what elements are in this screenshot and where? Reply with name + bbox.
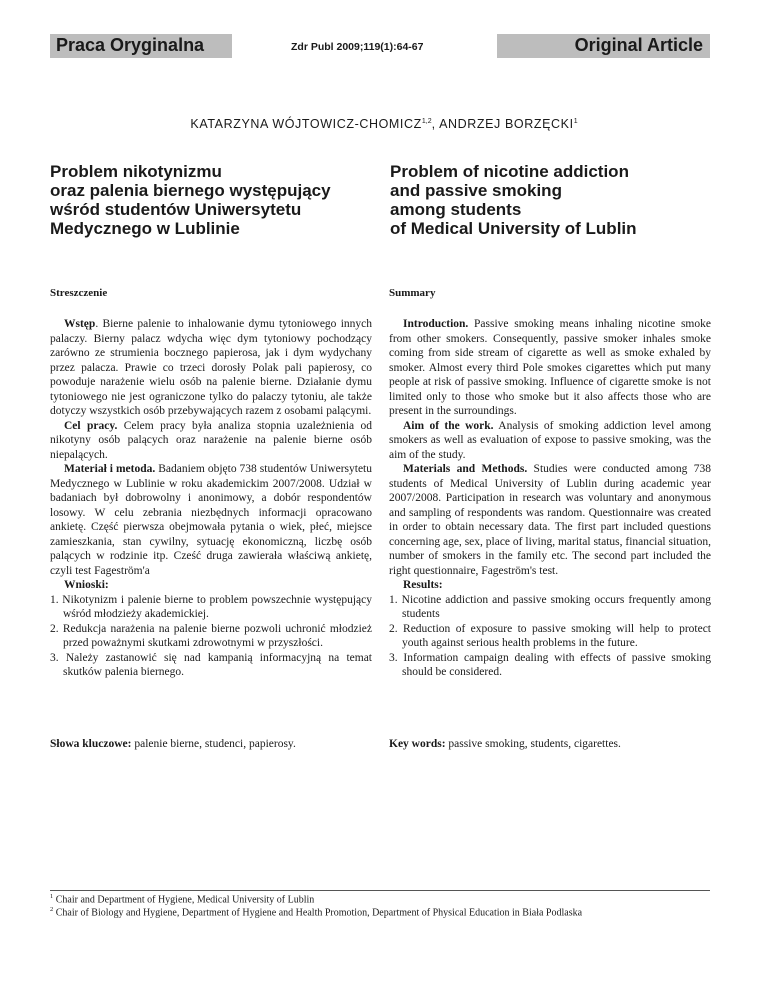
- aim-paragraph: [389, 419, 711, 463]
- author-2-affiliation: 1: [573, 117, 578, 125]
- footnote-mark: 2: [50, 906, 54, 913]
- keywords-label: Słowa kluczowe:: [50, 738, 132, 750]
- title-en-line: Problem of nicotine addiction: [390, 162, 629, 181]
- footnote-text: Chair and Department of Hygiene, Medical University of Lublin: [53, 894, 315, 906]
- methods-text: Badaniem objęto 738 studentów Uniwersytetu Medycznego w Lublinie w roku akademickim 2007/2008. Udział w badaniach był dobrowolny i anonimowy, a dobór respondentów losowy. W celu zebrania niezbędnych informacji opracowano ankietę. Część pierwsza obejmowała pytania o wiek, płeć, miejsce zamieszkania, stan cywilny, sytuację ekonomiczną, liczbę osób palących w rodzinie itp. Cześć druga zawierała właściwą ankietę, czyli test Fageström'a: [50, 463, 372, 577]
- title-en-line: among students: [390, 200, 522, 219]
- keywords-pl: [50, 738, 296, 750]
- article-type-pl: Praca Oryginalna: [56, 35, 205, 55]
- footnote-text: Chair of Biology and Hygiene, Department of Hygiene and Health Promotion, Department of Physical Education in Biała Podlaska: [53, 907, 583, 919]
- results-label: Results:: [403, 579, 443, 591]
- methods-paragraph: [389, 462, 711, 578]
- footnote: [50, 893, 314, 905]
- title-polish: [50, 162, 331, 238]
- intro-label: Introduction.: [403, 318, 469, 330]
- title-pl-line: Problem nikotynizmu: [50, 162, 222, 181]
- methods-text: Studies were conducted among 738 students of Medical University of Lublin during academic year 2007/2008. Participation in research was voluntary and anonymous and sampling of respondents was random. Questionnaire was created in order to obtain necessary data. The first part included questions concerning age, sex, place of living, marital status, financial situation, number of smokers in the family etc. The second part included the right questionnaire, Fageström's test.: [389, 463, 712, 577]
- conclusions-list: [50, 593, 372, 680]
- footnote-divider: [50, 890, 710, 891]
- title-en-line: and passive smoking: [390, 181, 562, 200]
- aim-label: Aim of the work.: [403, 419, 494, 432]
- journal-header: [50, 34, 710, 58]
- abstract-body-pl: [50, 317, 372, 680]
- abstract-heading-pl: Streszczenie: [50, 287, 108, 299]
- keywords-text: palenie bierne, studenci, papierosy.: [131, 738, 296, 750]
- abstract-heading-en: Summary: [389, 287, 436, 299]
- footnote-mark: 1: [50, 893, 54, 900]
- journal-citation: Zdr Publ 2009;119(1):64-67: [291, 41, 424, 53]
- title-en-line: of Medical University of Lublin: [390, 219, 637, 238]
- intro-text: Passive smoking means inhaling nicotine smoke from other smokers. Consequently, passive smoker inhales smoke coming from side stream of cigarette as well as smoke exhaled by smoker. Almost every third Pole smokes cigarettes which put many people at risk of passive smoking. Influence of cigarette smoke is not limited only to those who smoke but it also affects those who are present in the surroundings.: [389, 318, 711, 417]
- conclusions-label: Wnioski:: [64, 579, 109, 591]
- article-type-en: Original Article: [574, 35, 703, 55]
- intro-paragraph: [50, 317, 372, 419]
- intro-text: . Bierne palenie to inhalowanie dymu tytoniowego innych palaczy. Bierny palacz wdycha więc dym tytoniowy pochodzący zarówno ze strumienia bocznego papierosa, jak i dym wydychany przez palacza. Prawie co trzeci dorosły Polak pali papierosy, co powoduje narażenie wielu osób na palenie bierne. Działanie dymu tytoniowego nie jest ograniczone tylko do palaczy tytoniu, ale także dotyczy wszystkich osób przebywających razem z osobami palącymi.: [50, 318, 372, 417]
- title-english: [390, 162, 637, 238]
- title-pl-line: oraz palenia biernego występujący: [50, 181, 331, 200]
- title-pl-line: Medycznego w Lublinie: [50, 219, 240, 238]
- results-list: [389, 593, 711, 680]
- list-item: 2. Reduction of exposure to passive smoking will help to protect youth against serious health problems in the future.: [389, 622, 711, 649]
- keywords-label: Key words:: [389, 738, 446, 750]
- aim-paragraph: [50, 419, 372, 463]
- intro-paragraph: [389, 317, 711, 419]
- list-item: 1. Nikotynizm i palenie bierne to problem powszechnie występujący wśród młodzieży akademickiej.: [50, 593, 372, 620]
- methods-paragraph: [50, 462, 372, 578]
- keywords-text: passive smoking, students, cigarettes.: [445, 738, 621, 750]
- list-item: 1. Nicotine addiction and passive smoking occurs frequently among students: [389, 593, 711, 620]
- aim-label: Cel pracy.: [64, 419, 118, 432]
- footnote: [50, 906, 582, 918]
- author-1: KATARZYNA WÓJTOWICZ-CHOMICZ: [190, 117, 422, 131]
- author-line: [0, 117, 768, 131]
- methods-label: Materiał i metoda.: [64, 463, 156, 475]
- title-pl-line: wśród studentów Uniwersytetu: [50, 200, 302, 219]
- abstract-body-en: [389, 317, 711, 680]
- author-2: ANDRZEJ BORZĘCKI: [439, 117, 574, 131]
- list-item: 2. Redukcja narażenia na palenie bierne pozwoli uchronić młodzież przed poważnymi skutkami zdrowotnymi w przyszłości.: [50, 622, 372, 649]
- author-separator: ,: [431, 117, 440, 131]
- methods-label: Materials and Methods.: [403, 463, 528, 475]
- aim-text: Celem pracy była analiza stopnia uzależnienia od nikotyny osób palących oraz narażenie na palenie bierne osób niepalących.: [50, 419, 372, 461]
- intro-label: Wstęp: [64, 318, 96, 330]
- keywords-en: [389, 738, 621, 750]
- aim-text: Analysis of smoking addiction level among smokers as well as evaluation of expose to passive smoking, was the aim of the study.: [389, 419, 711, 461]
- list-item: 3. Należy zastanowić się nad kampanią informacyjną na temat skutków palenia biernego.: [50, 651, 372, 678]
- author-1-affiliation: 1,2: [421, 117, 432, 125]
- list-item: 3. Information campaign dealing with effects of passive smoking should be considered.: [389, 651, 711, 678]
